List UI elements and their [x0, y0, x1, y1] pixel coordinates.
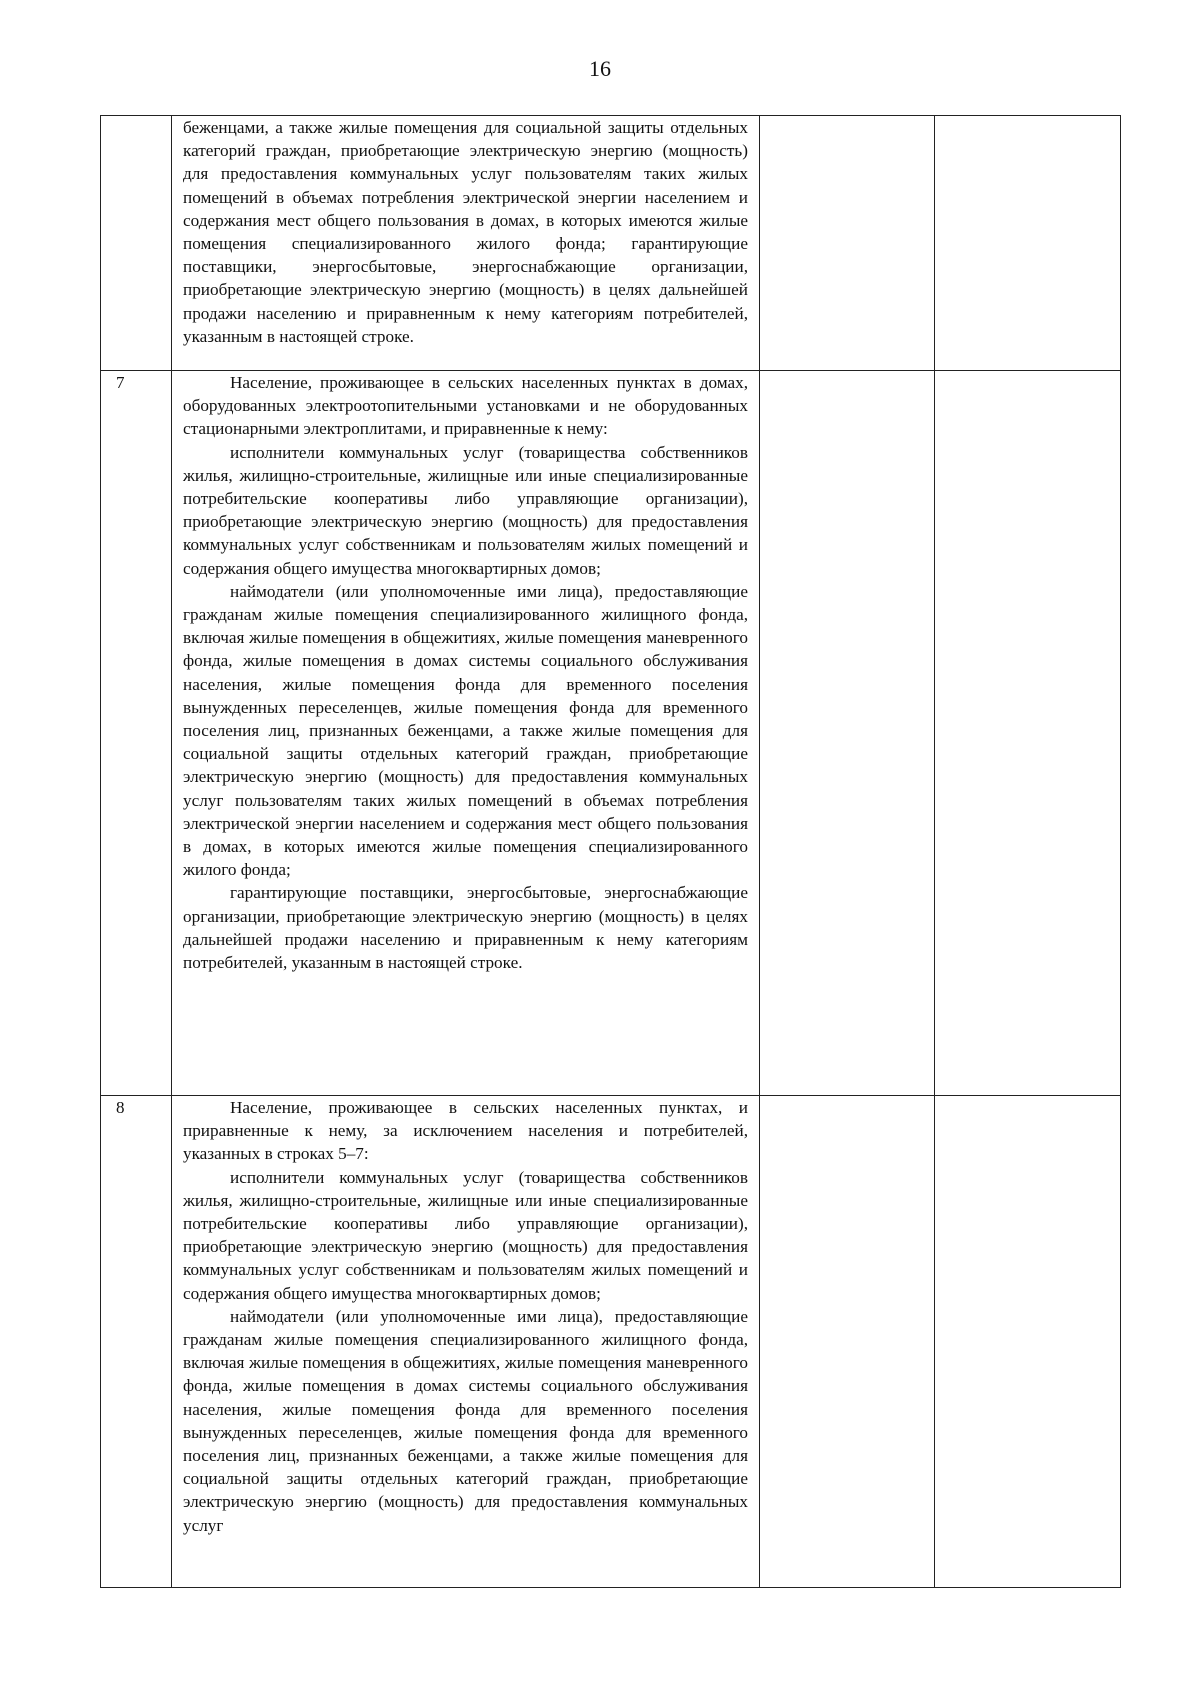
- row-description-cell: [172, 1096, 760, 1588]
- empty-value-cell: [935, 371, 1121, 1096]
- empty-value-cell: [935, 116, 1121, 371]
- empty-value-cell: [760, 116, 935, 371]
- description-paragraph: наймодатели (или уполномоченные ими лица), предоставляющие гражданам жилые помещения специализированного жилищного фонда, включая жилые помещения в общежитиях, жилые помещения маневренного фонда, жилые помещения в домах системы социального обслуживания населения, жилые помещения фонда для временного поселения вынужденных переселенцев, жилые помещения фонда для временного поселения лиц, признанных беженцами, а также жилые помещения для социальной защиты отдельных категорий граждан, приобретающие электрическую энергию (мощность) для предоставления коммунальных услуг пользователям таких жилых помещений в объемах потребления электрической энергии населением и содержания мест общего пользования в домах, в которых имеются жилые помещения специализированного жилого фонда;: [183, 581, 748, 880]
- empty-value-cell: [760, 371, 935, 1096]
- description-paragraph: Население, проживающее в сельских населенных пунктах, и приравненные к нему, за исключением населения и потребителей, указанных в строках 5–7:: [183, 1098, 748, 1164]
- description-paragraph: Население, проживающее в сельских населенных пунктах в домах, оборудованных электроотопительными установками и не оборудованных стационарными электроплитами, и приравненные к нему:: [183, 373, 748, 439]
- row-description-cell: [172, 116, 760, 371]
- description-paragraph: беженцами, а также жилые помещения для социальной защиты отдельных категорий граждан, приобретающие электрическую энергию (мощность) для предоставления коммунальных услуг пользователям таких жилых помещений в объемах потребления электрической энергии населением и содержания мест общего пользования в домах, в которых имеются жилые помещения специализированного жилого фонда; гарантирующие поставщики, энергосбытовые, энергоснабжающие организации, приобретающие электрическую энергию (мощность) в целях дальнейшей продажи населению и приравненным к нему категориям потребителей, указанным в настоящей строке.: [183, 118, 748, 346]
- empty-value-cell: [935, 1096, 1121, 1588]
- tariff-table: [100, 115, 1121, 1588]
- description-paragraph: исполнители коммунальных услуг (товарищества собственников жилья, жилищно-строительные, жилищные или иные специализированные потребительские кооперативы либо управляющие организации), приобретающие электрическую энергию (мощность) для предоставления коммунальных услуг собственникам и пользователям жилых помещений и содержания общего имущества многоквартирных домов;: [183, 1167, 748, 1303]
- description-paragraph: наймодатели (или уполномоченные ими лица), предоставляющие гражданам жилые помещения специализированного жилищного фонда, включая жилые помещения в общежитиях, жилые помещения маневренного фонда, жилые помещения в домах системы социального обслуживания населения, жилые помещения фонда для временного поселения вынужденных переселенцев, жилые помещения фонда для временного поселения лиц, признанных беженцами, а также жилые помещения для социальной защиты отдельных категорий граждан, приобретающие электрическую энергию (мощность) для предоставления коммунальных услуг: [183, 1306, 748, 1535]
- row-number-cell: [101, 116, 172, 371]
- row-number-cell: 8: [101, 1096, 172, 1588]
- table-row: [101, 1096, 1121, 1588]
- description-paragraph: исполнители коммунальных услуг (товарищества собственников жилья, жилищно-строительные, жилищные или иные специализированные потребительские кооперативы либо управляющие организации), приобретающие электрическую энергию (мощность) для предоставления коммунальных услуг собственникам и пользователям жилых помещений и содержания общего имущества многоквартирных домов;: [183, 442, 748, 578]
- row-number-cell: 7: [101, 371, 172, 1096]
- table-row: [101, 116, 1121, 371]
- row-description-cell: [172, 371, 760, 1096]
- empty-value-cell: [760, 1096, 935, 1588]
- description-paragraph: гарантирующие поставщики, энергосбытовые, энергоснабжающие организации, приобретающие электрическую энергию (мощность) в целях дальнейшей продажи населению и приравненным к нему категориям потребителей, указанным в настоящей строке.: [183, 883, 748, 973]
- table-row: [101, 371, 1121, 1096]
- page-number: 16: [589, 56, 611, 81]
